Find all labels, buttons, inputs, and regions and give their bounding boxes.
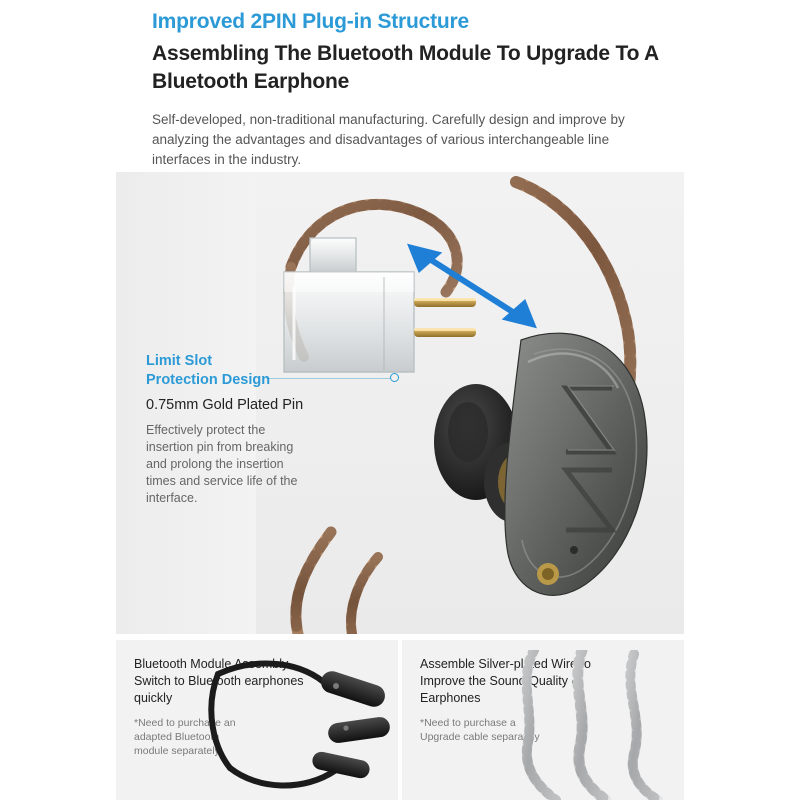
callout-title-line1: Limit Slot	[146, 353, 213, 369]
card-heading: Assemble Silver-plated Wire to Improve the Sound Quality of Earphones	[420, 657, 591, 705]
bottom-cards-row	[116, 640, 684, 800]
page-eyebrow: Improved 2PIN Plug-in Structure	[152, 10, 470, 33]
card-bluetooth-module	[116, 640, 398, 800]
card-silver-plated-wire	[402, 640, 684, 800]
callout-block	[146, 352, 331, 507]
header-text-block	[152, 8, 672, 170]
callout-subtitle: 0.75mm Gold Plated Pin	[146, 397, 304, 413]
page-subcopy: Self-developed, non-traditional manufacturing. Carefully design and improve by analyzing the advantages and disadvantages of various interchangeable line interfaces in the industry.	[152, 112, 625, 167]
callout-anchor-dot-icon	[390, 373, 399, 382]
callout-title-line2: Protection Design	[146, 372, 271, 388]
page-title: Assembling The Bluetooth Module To Upgrade To A Bluetooth Earphone	[152, 42, 659, 93]
bluetooth-neckband-module-graphic	[208, 650, 398, 800]
callout-body: Effectively protect the insertion pin from breaking and prolong the insertion times and service life of the interface.	[146, 423, 298, 505]
product-photo-panel	[116, 172, 684, 634]
card-heading: Bluetooth Module Assembly Switch to Bluetooth earphones quickly	[134, 657, 304, 705]
card-note: *Need to purchase an adapted Bluetooth module separately	[134, 717, 236, 757]
earphone-shell-graphic	[416, 292, 666, 622]
card-note: *Need to purchase a Upgrade cable separately	[420, 717, 540, 743]
silver-plated-cable-graphic	[494, 650, 684, 800]
